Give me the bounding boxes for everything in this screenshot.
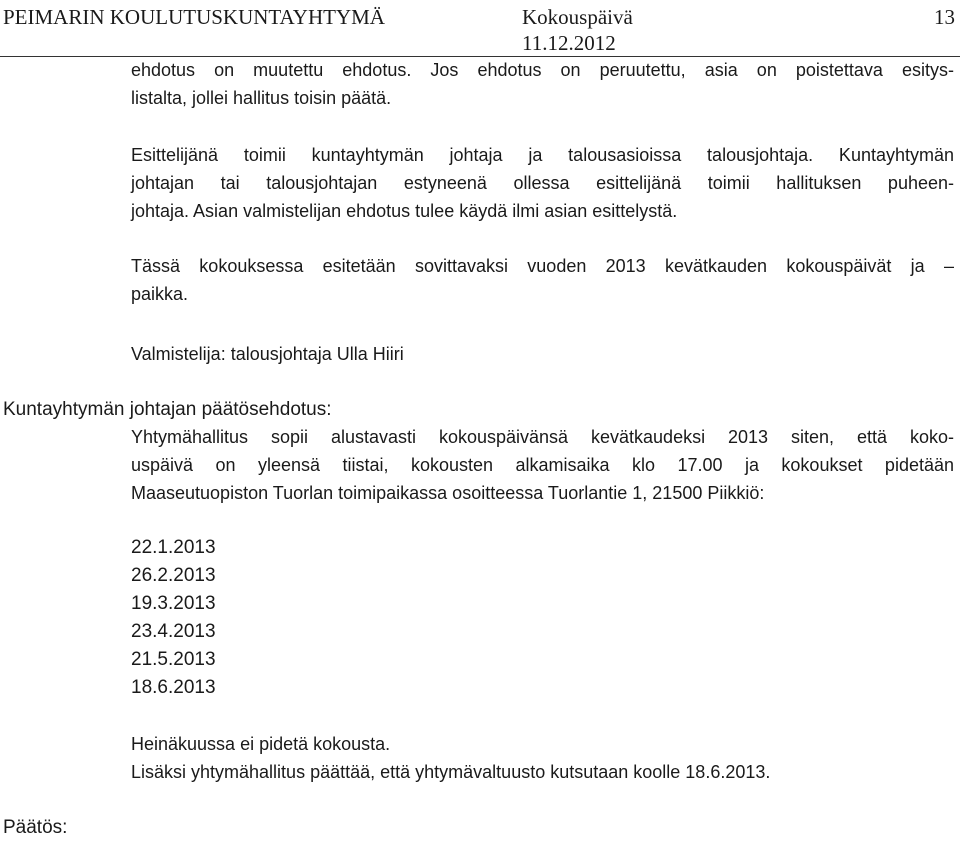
page-header	[0, 2, 960, 57]
presenter-line: johtajan tai talousjohtajan estyneenä ollessa esittelijänä toimii hallituksen puheen-	[131, 173, 954, 193]
proposal-label: Kuntayhtymän johtajan päätösehdotus:	[3, 399, 332, 420]
preparer-text: Valmistelija: talousjohtaja Ulla Hiiri	[131, 344, 404, 364]
meeting-date-item: 18.6.2013	[131, 677, 216, 698]
meeting-label: Kokouspäivä	[522, 5, 633, 29]
meeting-date-item: 21.5.2013	[131, 649, 216, 670]
intro-line: listalta, jollei hallitus toisin päätä.	[131, 88, 392, 108]
meeting-note-line: Tässä kokouksessa esitetään sovittavaksi vuoden 2013 kevätkauden kokouspäivät ja –	[131, 256, 954, 276]
intro-paragraph	[131, 56, 954, 112]
proposal-line: Yhtymähallitus sopii alustavasti kokouspäivänsä kevätkaudeksi 2013 siten, että koko-	[131, 427, 954, 447]
meeting-date: 11.12.2012	[522, 31, 616, 55]
proposal-line: Maaseutuopiston Tuorlan toimipaikassa osoitteessa Tuorlantie 1, 21500 Piikkiö:	[131, 483, 765, 503]
presenter-line: Esittelijänä toimii kuntayhtymän johtaja ja talousasioissa talousjohtaja. Kuntayhtymän	[131, 145, 954, 165]
meeting-note-line: paikka.	[131, 284, 189, 304]
meeting-date-item: 22.1.2013	[131, 537, 216, 558]
closing-line: Lisäksi yhtymähallitus päättää, että yhtymävaltuusto kutsutaan koolle 18.6.2013.	[131, 762, 771, 782]
meeting-date-item: 19.3.2013	[131, 593, 216, 614]
presenter-paragraph	[131, 141, 954, 225]
meeting-date-item: 26.2.2013	[131, 565, 216, 586]
page-number: 13	[934, 5, 955, 29]
closing-line: Heinäkuussa ei pidetä kokousta.	[131, 734, 391, 754]
closing-paragraph	[131, 730, 954, 786]
meeting-dates-list	[131, 534, 216, 702]
intro-line: ehdotus on muutettu ehdotus. Jos ehdotus on peruutettu, asia on poistettava esitys-	[131, 60, 954, 80]
proposal-paragraph	[131, 423, 954, 507]
meeting-date-item: 23.4.2013	[131, 621, 216, 642]
proposal-line: uspäivä on yleensä tiistai, kokousten alkamisaika klo 17.00 ja kokoukset pidetään	[131, 455, 954, 475]
meeting-note-paragraph	[131, 252, 954, 308]
presenter-line: johtaja. Asian valmistelijan ehdotus tulee käydä ilmi asian esittelystä.	[131, 201, 678, 221]
organization-name: PEIMARIN KOULUTUSKUNTAYHTYMÄ	[3, 5, 385, 29]
decision-label: Päätös:	[3, 817, 68, 838]
preparer-line	[131, 340, 954, 368]
